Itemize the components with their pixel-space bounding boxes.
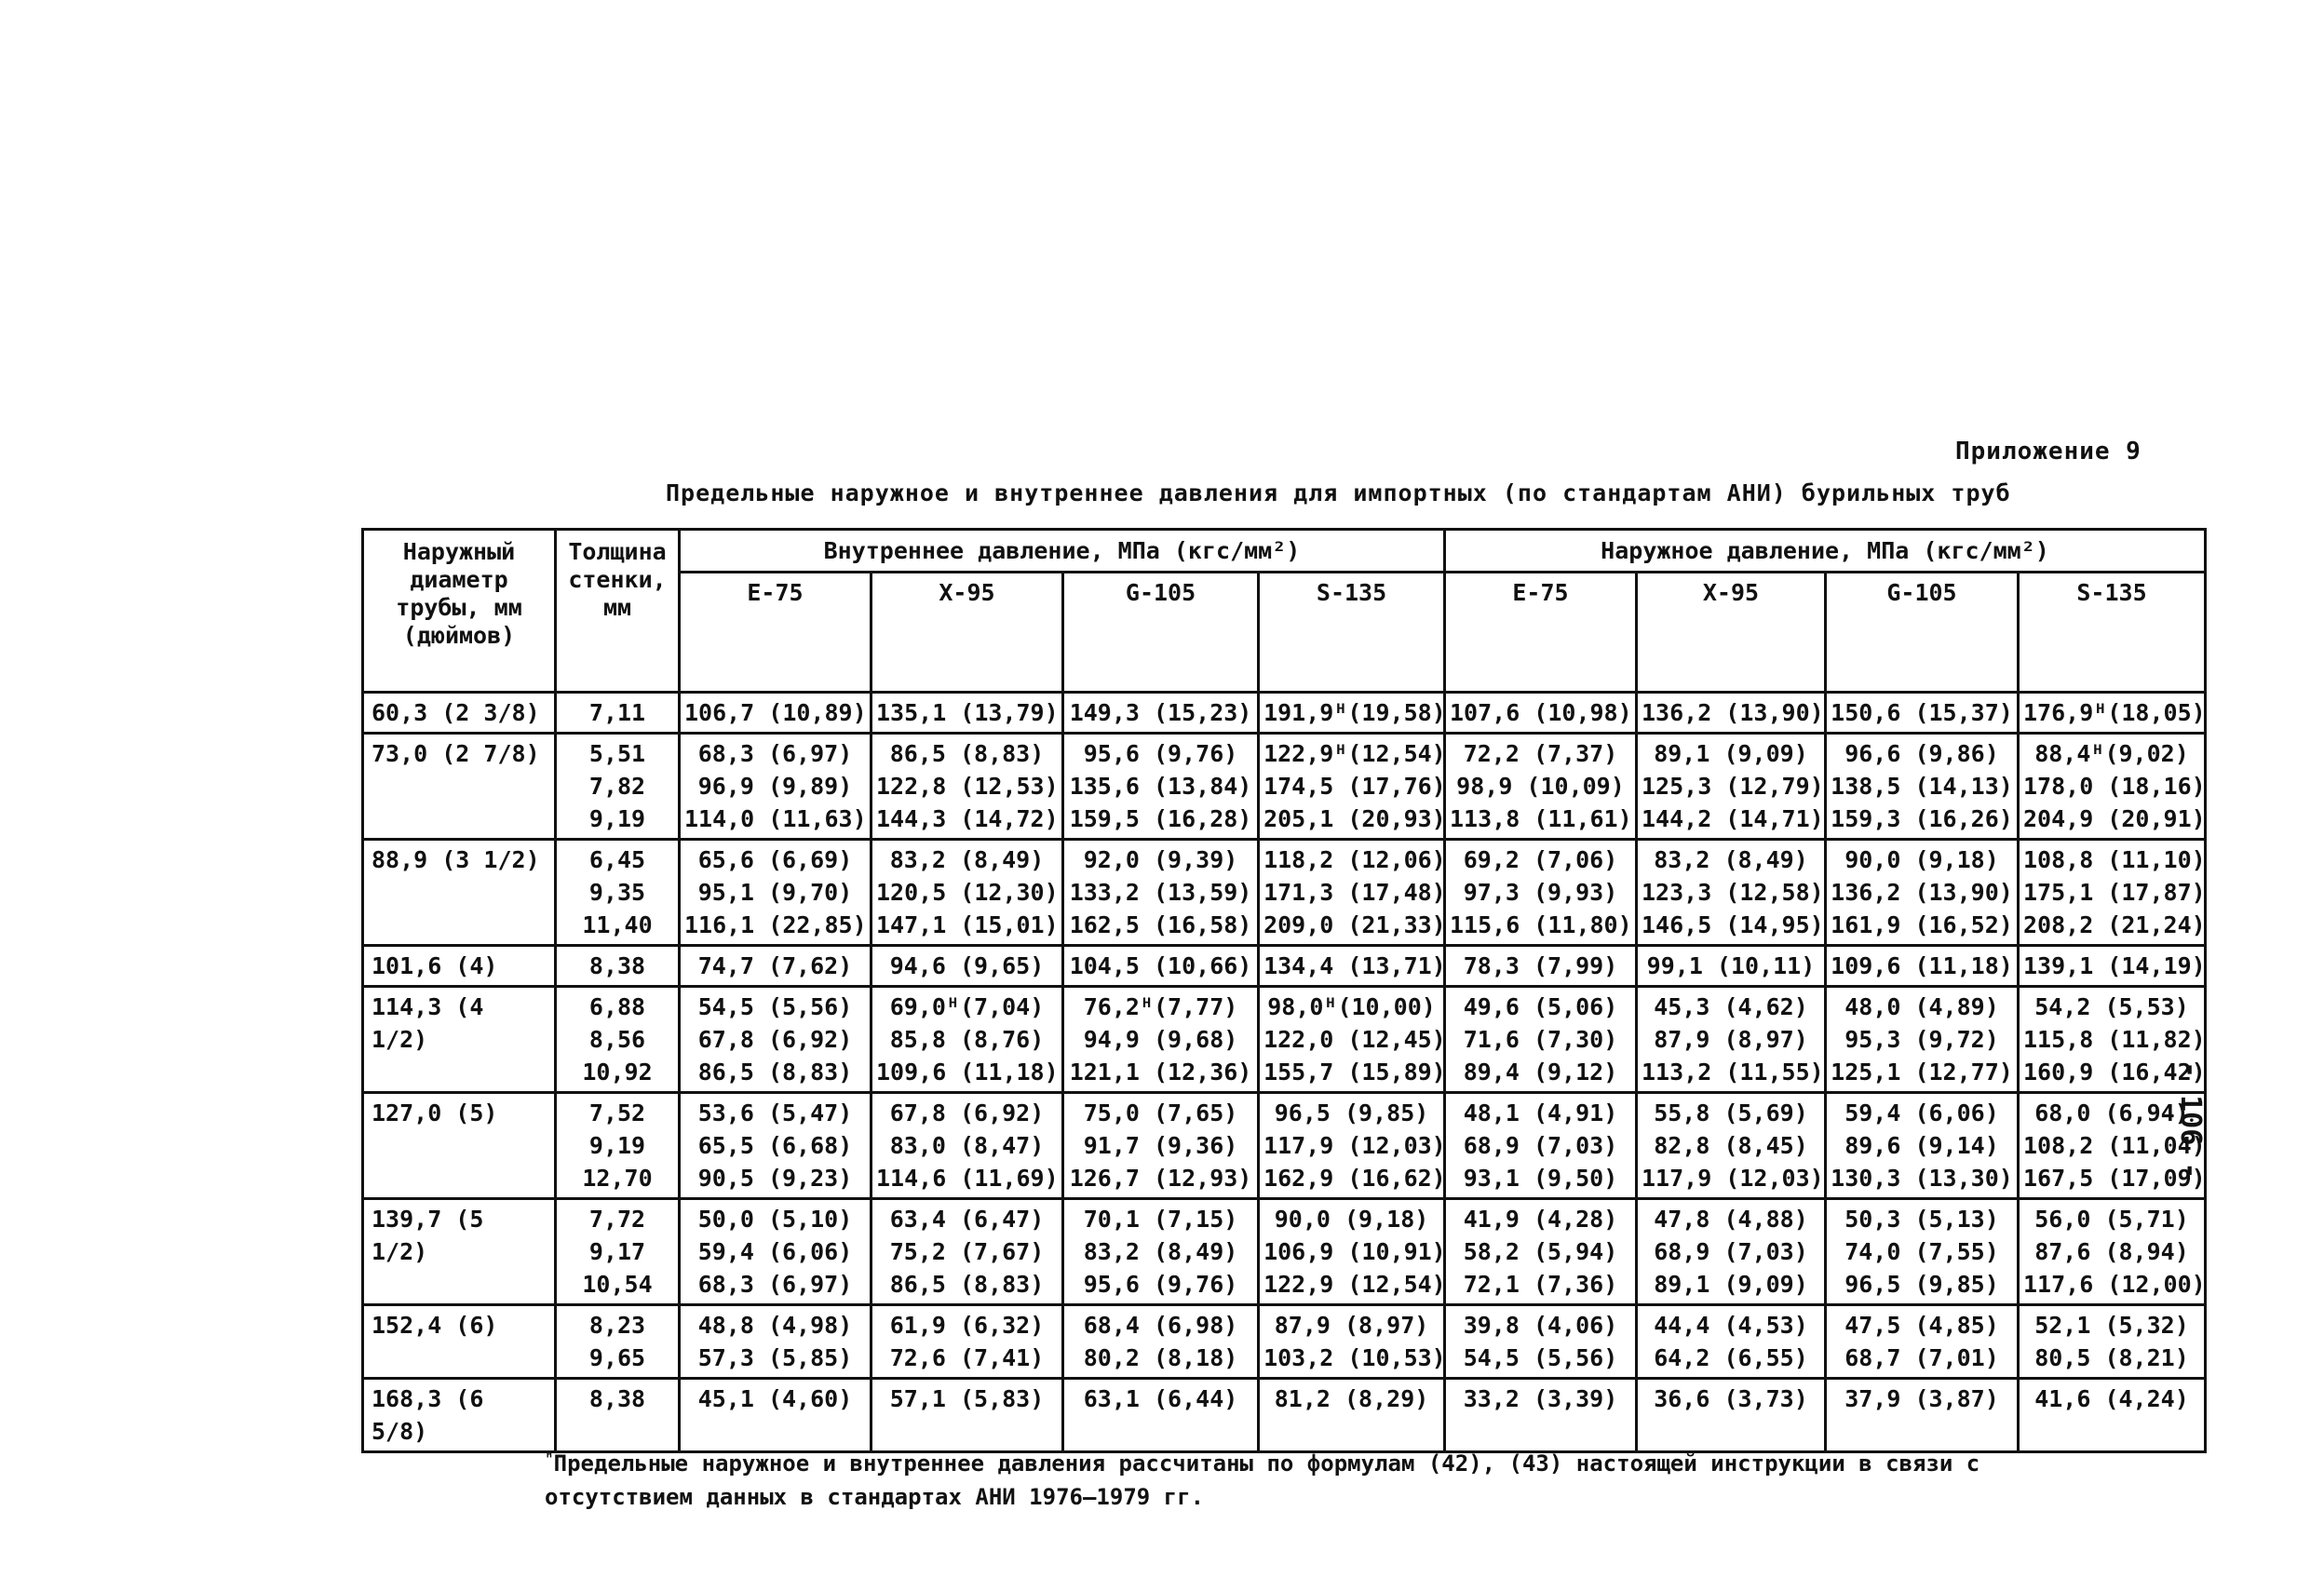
pressure-value: 122,9 (12,54) bbox=[1263, 1271, 1446, 1298]
pressure-value: 44,4 (4,53) bbox=[1654, 1312, 1808, 1339]
cell-wall-thickness bbox=[556, 1305, 680, 1379]
pressure-value: 120,5 (12,30) bbox=[875, 879, 1059, 906]
pressure-value: 59,4 (6,06) bbox=[697, 1238, 853, 1265]
table-row bbox=[363, 840, 2206, 946]
cell-diameter: 152,4 (6) bbox=[363, 1305, 556, 1379]
pressure-value: 89,6 (9,14) bbox=[1844, 1132, 1999, 1159]
cell-internal-pressure bbox=[1063, 987, 1259, 1093]
pressure-value: 61,9 (6,32) bbox=[889, 1312, 1045, 1339]
cell-internal-pressure bbox=[679, 1199, 871, 1305]
pressure-value: 86,5 (8,83) bbox=[697, 1059, 853, 1086]
cell-internal-pressure bbox=[871, 734, 1062, 840]
pressure-value: 144,2 (14,71) bbox=[1642, 805, 1824, 832]
pressure-value: 136,2 (13,90) bbox=[1831, 879, 2013, 906]
pressure-value: 83,0 (8,47) bbox=[889, 1132, 1045, 1159]
cell-diameter: 73,0 (2 7/8) bbox=[363, 734, 556, 840]
pressure-value: 74,7 (7,62) bbox=[697, 952, 853, 979]
pressure-value: 90,0 (9,18) bbox=[1844, 846, 1999, 873]
wall-value: 8,38 bbox=[588, 952, 646, 979]
cell-external-pressure bbox=[2019, 1305, 2206, 1379]
pressure-value: 75,0 (7,65) bbox=[1083, 1099, 1238, 1126]
pressure-value: 162,9 (16,62) bbox=[1263, 1165, 1446, 1192]
pressure-value: 174,5 (17,76) bbox=[1263, 773, 1446, 800]
pressure-value: 113,2 (11,55) bbox=[1642, 1059, 1824, 1086]
pressure-value: 91,7 (9,36) bbox=[1083, 1132, 1238, 1159]
pressure-value: 96,5 (9,85) bbox=[1274, 1099, 1429, 1126]
pressure-value: 87,6 (8,94) bbox=[2034, 1238, 2189, 1265]
cell-external-pressure bbox=[1637, 693, 1826, 734]
cell-internal-pressure bbox=[679, 1093, 871, 1199]
cell-external-pressure bbox=[1444, 1093, 1636, 1199]
pressure-value: 65,6 (6,69) bbox=[697, 846, 853, 873]
pressure-value: 95,6 (9,76) bbox=[1083, 1271, 1238, 1298]
cell-external-pressure bbox=[1825, 840, 2018, 946]
pressure-value: 76,2ᴴ(7,77) bbox=[1083, 993, 1238, 1020]
pressure-value: 81,2 (8,29) bbox=[1274, 1385, 1429, 1412]
wall-value: 7,72 bbox=[588, 1206, 646, 1233]
cell-wall-thickness bbox=[556, 987, 680, 1093]
pressure-value: 80,2 (8,18) bbox=[1083, 1344, 1238, 1371]
pressure-value: 68,3 (6,97) bbox=[697, 1271, 853, 1298]
pressure-value: 149,3 (15,23) bbox=[1069, 699, 1252, 726]
pressure-value: 161,9 (16,52) bbox=[1831, 911, 2013, 938]
pressure-value: 123,3 (12,58) bbox=[1642, 879, 1824, 906]
pressure-value: 160,9 (16,42) bbox=[2023, 1059, 2206, 1086]
cell-diameter: 101,6 (4) bbox=[363, 946, 556, 987]
cell-external-pressure bbox=[1444, 693, 1636, 734]
pressure-value: 175,1 (17,87) bbox=[2023, 879, 2206, 906]
cell-external-pressure bbox=[1825, 946, 2018, 987]
cell-internal-pressure bbox=[1259, 840, 1445, 946]
cell-internal-pressure bbox=[1259, 734, 1445, 840]
pressure-value: 99,1 (10,11) bbox=[1646, 952, 1816, 979]
wall-value: 11,40 bbox=[582, 911, 653, 938]
pressure-value: 115,8 (11,82) bbox=[2023, 1026, 2206, 1053]
pressure-value: 176,9ᴴ(18,05) bbox=[2023, 699, 2206, 726]
wall-value: 7,82 bbox=[588, 773, 646, 800]
cell-internal-pressure bbox=[679, 840, 871, 946]
pressure-value: 109,6 (11,18) bbox=[875, 1059, 1059, 1086]
pressure-value: 94,9 (9,68) bbox=[1083, 1026, 1238, 1053]
pressure-value: 114,0 (11,63) bbox=[683, 805, 867, 832]
pressure-value: 83,2 (8,49) bbox=[1654, 846, 1808, 873]
pressure-value: 106,7 (10,89) bbox=[683, 699, 867, 726]
pressure-value: 68,9 (7,03) bbox=[1463, 1132, 1618, 1159]
pressure-value: 205,1 (20,93) bbox=[1263, 805, 1446, 832]
pressure-value: 52,1 (5,32) bbox=[2034, 1312, 2189, 1339]
pressure-value: 122,8 (12,53) bbox=[875, 773, 1059, 800]
pressure-value: 98,9 (10,09) bbox=[1456, 773, 1625, 800]
pressure-value: 106,9 (10,91) bbox=[1263, 1238, 1446, 1265]
pressure-value: 67,8 (6,92) bbox=[697, 1026, 853, 1053]
pressure-value: 95,1 (9,70) bbox=[697, 879, 853, 906]
cell-internal-pressure bbox=[1259, 987, 1445, 1093]
table-row bbox=[363, 987, 2206, 1093]
pressure-value: 117,9 (12,03) bbox=[1642, 1165, 1824, 1192]
pressure-value: 37,9 (3,87) bbox=[1844, 1385, 1999, 1412]
pressure-value: 114,6 (11,69) bbox=[875, 1165, 1059, 1192]
wall-value: 10,92 bbox=[582, 1059, 653, 1086]
pressure-value: 115,6 (11,80) bbox=[1449, 911, 1632, 938]
pressure-value: 113,8 (11,61) bbox=[1449, 805, 1632, 832]
pressure-value: 209,0 (21,33) bbox=[1263, 911, 1446, 938]
pressure-value: 36,6 (3,73) bbox=[1654, 1385, 1808, 1412]
pressure-value: 70,1 (7,15) bbox=[1083, 1206, 1238, 1233]
pressure-value: 133,2 (13,59) bbox=[1069, 879, 1252, 906]
pressure-value: 98,0ᴴ(10,00) bbox=[1267, 993, 1436, 1020]
header-external-pressure: Наружное давление, МПа (кгс/мм²) bbox=[1444, 530, 2205, 573]
cell-external-pressure bbox=[2019, 987, 2206, 1093]
pressure-value: 117,6 (12,00) bbox=[2023, 1271, 2206, 1298]
wall-value: 8,38 bbox=[588, 1385, 646, 1412]
pressure-value: 83,2 (8,49) bbox=[1083, 1238, 1238, 1265]
wall-value: 9,65 bbox=[588, 1344, 646, 1371]
pressure-value: 96,5 (9,85) bbox=[1844, 1271, 1999, 1298]
pressure-value: 108,2 (11,04) bbox=[2023, 1132, 2206, 1159]
cell-internal-pressure bbox=[871, 840, 1062, 946]
cell-internal-pressure bbox=[679, 987, 871, 1093]
pressure-value: 159,3 (16,26) bbox=[1831, 805, 2013, 832]
pressure-value: 47,8 (4,88) bbox=[1654, 1206, 1808, 1233]
cell-external-pressure bbox=[1825, 987, 2018, 1093]
cell-internal-pressure bbox=[1063, 840, 1259, 946]
cell-internal-pressure bbox=[1259, 946, 1445, 987]
pressure-value: 83,2 (8,49) bbox=[889, 846, 1045, 873]
cell-external-pressure bbox=[2019, 1199, 2206, 1305]
cell-external-pressure bbox=[2019, 946, 2206, 987]
cell-external-pressure bbox=[1825, 693, 2018, 734]
header-grade: Е-75 bbox=[1444, 572, 1636, 692]
pressure-value: 59,4 (6,06) bbox=[1844, 1099, 1999, 1126]
pressure-value: 57,3 (5,85) bbox=[697, 1344, 853, 1371]
pressure-value: 107,6 (10,98) bbox=[1449, 699, 1632, 726]
wall-value: 12,70 bbox=[582, 1165, 653, 1192]
pressure-value: 135,1 (13,79) bbox=[875, 699, 1059, 726]
pressure-value: 48,1 (4,91) bbox=[1463, 1099, 1618, 1126]
pressure-value: 69,2 (7,06) bbox=[1463, 846, 1618, 873]
pressure-value: 95,3 (9,72) bbox=[1844, 1026, 1999, 1053]
cell-external-pressure bbox=[2019, 693, 2206, 734]
table-row bbox=[363, 946, 2206, 987]
wall-value: 7,11 bbox=[588, 699, 646, 726]
pressure-value: 64,2 (6,55) bbox=[1654, 1344, 1808, 1371]
pressure-value: 85,8 (8,76) bbox=[889, 1026, 1045, 1053]
pressure-value: 57,1 (5,83) bbox=[889, 1385, 1045, 1412]
pressure-value: 75,2 (7,67) bbox=[889, 1238, 1045, 1265]
appendix-label: Приложение 9 bbox=[1955, 438, 2142, 465]
pressure-value: 89,4 (9,12) bbox=[1463, 1059, 1618, 1086]
pressure-value: 96,9 (9,89) bbox=[697, 773, 853, 800]
wall-value: 8,23 bbox=[588, 1312, 646, 1339]
pressure-value: 155,7 (15,89) bbox=[1263, 1059, 1446, 1086]
wall-value: 7,52 bbox=[588, 1099, 646, 1126]
pressure-value: 67,8 (6,92) bbox=[889, 1099, 1045, 1126]
pressure-value: 50,3 (5,13) bbox=[1844, 1206, 1999, 1233]
pressure-value: 86,5 (8,83) bbox=[889, 1271, 1045, 1298]
pressure-value: 208,2 (21,24) bbox=[2023, 911, 2206, 938]
cell-external-pressure bbox=[1637, 1093, 1826, 1199]
cell-wall-thickness bbox=[556, 946, 680, 987]
pressure-value: 122,0 (12,45) bbox=[1263, 1026, 1446, 1053]
cell-internal-pressure bbox=[1259, 1199, 1445, 1305]
pressure-value: 118,2 (12,06) bbox=[1263, 846, 1446, 873]
pressure-value: 68,7 (7,01) bbox=[1844, 1344, 1999, 1371]
pressure-value: 63,1 (6,44) bbox=[1083, 1385, 1238, 1412]
pressure-value: 90,0 (9,18) bbox=[1274, 1206, 1429, 1233]
pressure-value: 45,3 (4,62) bbox=[1654, 993, 1808, 1020]
pressure-value: 41,9 (4,28) bbox=[1463, 1206, 1618, 1233]
cell-internal-pressure bbox=[1259, 693, 1445, 734]
cell-internal-pressure bbox=[1063, 946, 1259, 987]
pressure-value: 146,5 (14,95) bbox=[1642, 911, 1824, 938]
pressure-value: 56,0 (5,71) bbox=[2034, 1206, 2189, 1233]
wall-value: 9,17 bbox=[588, 1238, 646, 1265]
footnote-mark: ᴴ bbox=[545, 1449, 554, 1466]
cell-internal-pressure bbox=[871, 1093, 1062, 1199]
pressure-value: 122,9ᴴ(12,54) bbox=[1263, 740, 1446, 767]
pressure-value: 95,6 (9,76) bbox=[1083, 740, 1238, 767]
pressure-value: 68,9 (7,03) bbox=[1654, 1238, 1808, 1265]
pressure-value: 147,1 (15,01) bbox=[875, 911, 1059, 938]
pressure-value: 135,6 (13,84) bbox=[1069, 773, 1252, 800]
cell-wall-thickness bbox=[556, 840, 680, 946]
header-grade: Х-95 bbox=[871, 572, 1062, 692]
pressure-value: 65,5 (6,68) bbox=[697, 1132, 853, 1159]
cell-internal-pressure bbox=[679, 946, 871, 987]
cell-external-pressure bbox=[1637, 734, 1826, 840]
header-diameter: Наружный диаметр трубы, мм (дюймов) bbox=[363, 530, 556, 693]
header-grade: Е-75 bbox=[679, 572, 871, 692]
footnote-text: Предельные наружное и внутреннее давления рассчитаны по формулам (42), (43) настоящей инструкции в связи с отсутствием данных в стандартах АНИ 1976–1979 гг. bbox=[545, 1450, 1980, 1510]
pressure-value: 72,6 (7,41) bbox=[889, 1344, 1045, 1371]
page-title: Предельные наружное и внутреннее давления для импортных (по стандартам АНИ) бурильных труб bbox=[666, 479, 2011, 506]
footnote bbox=[545, 1441, 2090, 1514]
cell-external-pressure bbox=[1637, 987, 1826, 1093]
pressure-value: 89,1 (9,09) bbox=[1654, 740, 1808, 767]
pressure-value: 71,6 (7,30) bbox=[1463, 1026, 1618, 1053]
pressure-value: 58,2 (5,94) bbox=[1463, 1238, 1618, 1265]
cell-diameter: 127,0 (5) bbox=[363, 1093, 556, 1199]
cell-external-pressure bbox=[1637, 840, 1826, 946]
pressure-value: 54,5 (5,56) bbox=[1463, 1344, 1618, 1371]
pressure-value: 89,1 (9,09) bbox=[1654, 1271, 1808, 1298]
table-body bbox=[363, 693, 2206, 1452]
wall-value: 10,54 bbox=[582, 1271, 653, 1298]
pressure-value: 126,7 (12,93) bbox=[1069, 1165, 1252, 1192]
cell-external-pressure bbox=[1825, 734, 2018, 840]
wall-value: 9,19 bbox=[588, 1132, 646, 1159]
cell-external-pressure bbox=[1637, 1199, 1826, 1305]
cell-internal-pressure bbox=[871, 1305, 1062, 1379]
cell-internal-pressure bbox=[871, 1199, 1062, 1305]
table-row bbox=[363, 1305, 2206, 1379]
header-grade: G-105 bbox=[1825, 572, 2018, 692]
pressure-value: 78,3 (7,99) bbox=[1463, 952, 1618, 979]
cell-external-pressure bbox=[1444, 840, 1636, 946]
pressure-value: 93,1 (9,50) bbox=[1463, 1165, 1618, 1192]
pressure-value: 108,8 (11,10) bbox=[2023, 846, 2206, 873]
cell-external-pressure bbox=[2019, 840, 2206, 946]
pressure-value: 68,4 (6,98) bbox=[1083, 1312, 1238, 1339]
pressure-value: 88,4ᴴ(9,02) bbox=[2034, 740, 2189, 767]
pressure-value: 45,1 (4,60) bbox=[697, 1385, 853, 1412]
pressure-value: 150,6 (15,37) bbox=[1831, 699, 2013, 726]
pressure-value: 97,3 (9,93) bbox=[1463, 879, 1618, 906]
header-grade: Х-95 bbox=[1637, 572, 1826, 692]
cell-diameter: 139,7 (5 1/2) bbox=[363, 1199, 556, 1305]
pressure-value: 94,6 (9,65) bbox=[889, 952, 1045, 979]
cell-internal-pressure bbox=[871, 946, 1062, 987]
pressure-value: 116,1 (22,85) bbox=[683, 911, 867, 938]
pressure-value: 48,8 (4,98) bbox=[697, 1312, 853, 1339]
pressure-value: 50,0 (5,10) bbox=[697, 1206, 853, 1233]
pressure-value: 82,8 (8,45) bbox=[1654, 1132, 1808, 1159]
cell-wall-thickness bbox=[556, 734, 680, 840]
cell-internal-pressure bbox=[679, 693, 871, 734]
pressure-value: 171,3 (17,48) bbox=[1263, 879, 1446, 906]
pressure-value: 69,0ᴴ(7,04) bbox=[889, 993, 1045, 1020]
pressure-value: 54,5 (5,56) bbox=[697, 993, 853, 1020]
pressure-value: 72,2 (7,37) bbox=[1463, 740, 1618, 767]
wall-value: 9,35 bbox=[588, 879, 646, 906]
cell-internal-pressure bbox=[679, 1305, 871, 1379]
wall-value: 6,88 bbox=[588, 993, 646, 1020]
cell-internal-pressure bbox=[1063, 1093, 1259, 1199]
cell-internal-pressure bbox=[1063, 734, 1259, 840]
cell-internal-pressure bbox=[871, 693, 1062, 734]
pressure-value: 87,9 (8,97) bbox=[1274, 1312, 1429, 1339]
cell-internal-pressure bbox=[679, 734, 871, 840]
cell-external-pressure bbox=[1444, 1199, 1636, 1305]
pressure-value: 139,1 (14,19) bbox=[2023, 952, 2206, 979]
cell-external-pressure bbox=[2019, 1093, 2206, 1199]
wall-value: 6,45 bbox=[588, 846, 646, 873]
cell-external-pressure bbox=[2019, 734, 2206, 840]
pressure-value: 48,0 (4,89) bbox=[1844, 993, 1999, 1020]
pressure-value: 68,3 (6,97) bbox=[697, 740, 853, 767]
cell-external-pressure bbox=[1444, 1305, 1636, 1379]
pressure-value: 90,5 (9,23) bbox=[697, 1165, 853, 1192]
cell-wall-thickness bbox=[556, 1199, 680, 1305]
cell-diameter: 168,3 (6 5/8) bbox=[363, 1379, 556, 1452]
pressure-value: 53,6 (5,47) bbox=[697, 1099, 853, 1126]
pressure-value: 162,5 (16,58) bbox=[1069, 911, 1252, 938]
table-row bbox=[363, 1199, 2206, 1305]
cell-internal-pressure bbox=[1063, 1199, 1259, 1305]
pressure-value: 96,6 (9,86) bbox=[1844, 740, 1999, 767]
pressure-value: 92,0 (9,39) bbox=[1083, 846, 1238, 873]
cell-internal-pressure bbox=[1063, 693, 1259, 734]
wall-value: 5,51 bbox=[588, 740, 646, 767]
pressure-value: 39,8 (4,06) bbox=[1463, 1312, 1618, 1339]
pressure-value: 80,5 (8,21) bbox=[2034, 1344, 2189, 1371]
cell-external-pressure bbox=[1444, 987, 1636, 1093]
wall-value: 9,19 bbox=[588, 805, 646, 832]
cell-internal-pressure bbox=[1063, 1305, 1259, 1379]
pressure-table bbox=[361, 528, 2207, 1453]
cell-external-pressure bbox=[1825, 1093, 2018, 1199]
pressure-value: 125,1 (12,77) bbox=[1831, 1059, 2013, 1086]
cell-diameter: 88,9 (3 1/2) bbox=[363, 840, 556, 946]
pressure-value: 159,5 (16,28) bbox=[1069, 805, 1252, 832]
header-internal-pressure: Внутреннее давление, МПа (кгс/мм²) bbox=[679, 530, 1444, 573]
table-row bbox=[363, 1093, 2206, 1199]
header-grade: S-135 bbox=[2019, 572, 2206, 692]
header-grade: G-105 bbox=[1063, 572, 1259, 692]
pressure-value: 134,4 (13,71) bbox=[1263, 952, 1446, 979]
cell-external-pressure bbox=[1444, 734, 1636, 840]
pressure-value: 63,4 (6,47) bbox=[889, 1206, 1045, 1233]
pressure-value: 117,9 (12,03) bbox=[1263, 1132, 1446, 1159]
cell-wall-thickness bbox=[556, 1093, 680, 1199]
cell-external-pressure bbox=[1444, 946, 1636, 987]
pressure-value: 49,6 (5,06) bbox=[1463, 993, 1618, 1020]
pressure-value: 103,2 (10,53) bbox=[1263, 1344, 1446, 1371]
pressure-value: 130,3 (13,30) bbox=[1831, 1165, 2013, 1192]
pressure-value: 41,6 (4,24) bbox=[2034, 1385, 2189, 1412]
pressure-value: 104,5 (10,66) bbox=[1069, 952, 1252, 979]
pressure-value: 54,2 (5,53) bbox=[2034, 993, 2189, 1020]
header-grade: S-135 bbox=[1259, 572, 1445, 692]
pressure-value: 74,0 (7,55) bbox=[1844, 1238, 1999, 1265]
pressure-value: 33,2 (3,39) bbox=[1463, 1385, 1618, 1412]
pressure-value: 138,5 (14,13) bbox=[1831, 773, 2013, 800]
header-wall-thickness: Толщина стенки, мм bbox=[556, 530, 680, 693]
pressure-value: 55,8 (5,69) bbox=[1654, 1099, 1808, 1126]
pressure-value: 47,5 (4,85) bbox=[1844, 1312, 1999, 1339]
cell-internal-pressure bbox=[1259, 1093, 1445, 1199]
table-row bbox=[363, 693, 2206, 734]
pressure-value: 125,3 (12,79) bbox=[1642, 773, 1824, 800]
pressure-value: 86,5 (8,83) bbox=[889, 740, 1045, 767]
cell-internal-pressure bbox=[871, 987, 1062, 1093]
cell-external-pressure bbox=[1637, 946, 1826, 987]
cell-diameter: 114,3 (4 1/2) bbox=[363, 987, 556, 1093]
page-number: - 106 - bbox=[2174, 1061, 2207, 1180]
pressure-value: 68,0 (6,94) bbox=[2034, 1099, 2189, 1126]
pressure-value: 136,2 (13,90) bbox=[1642, 699, 1824, 726]
wall-value: 8,56 bbox=[588, 1026, 646, 1053]
table-row bbox=[363, 734, 2206, 840]
pressure-value: 204,9 (20,91) bbox=[2023, 805, 2206, 832]
cell-wall-thickness bbox=[556, 693, 680, 734]
pressure-value: 109,6 (11,18) bbox=[1831, 952, 2013, 979]
pressure-value: 167,5 (17,09) bbox=[2023, 1165, 2206, 1192]
pressure-value: 121,1 (12,36) bbox=[1069, 1059, 1252, 1086]
cell-internal-pressure bbox=[1259, 1305, 1445, 1379]
cell-external-pressure bbox=[1637, 1305, 1826, 1379]
cell-external-pressure bbox=[1825, 1199, 2018, 1305]
cell-diameter: 60,3 (2 3/8) bbox=[363, 693, 556, 734]
pressure-value: 144,3 (14,72) bbox=[875, 805, 1059, 832]
pressure-value: 191,9ᴴ(19,58) bbox=[1263, 699, 1446, 726]
pressure-value: 178,0 (18,16) bbox=[2023, 773, 2206, 800]
cell-external-pressure bbox=[1825, 1305, 2018, 1379]
pressure-value: 87,9 (8,97) bbox=[1654, 1026, 1808, 1053]
pressure-value: 72,1 (7,36) bbox=[1463, 1271, 1618, 1298]
